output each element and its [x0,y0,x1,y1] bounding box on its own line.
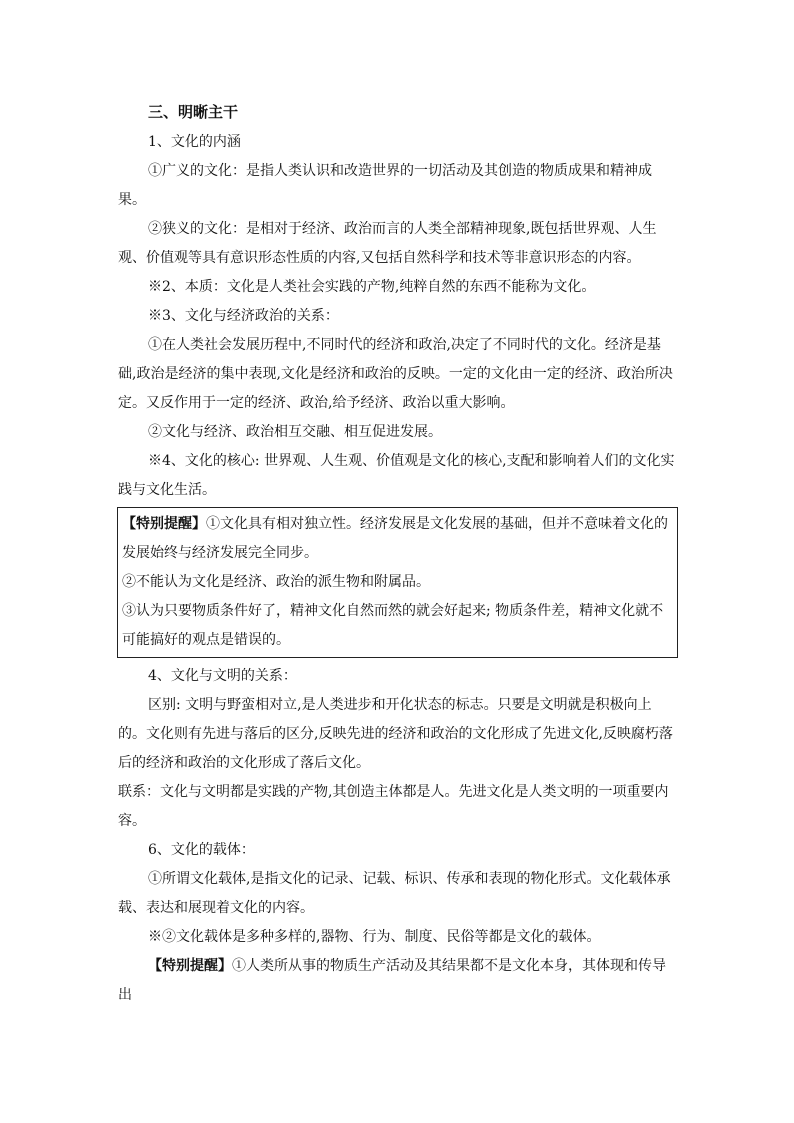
reminder-line-3: ③认为只要物质条件好了，精神文化自然而然的就会好起来; 物质条件差，精神文化就不可能搞好的观点是错误的。 [122,603,664,648]
reminder-line-1 [122,510,677,568]
reminder-line-2: ②不能认为文化是经济、政治的派生物和附属品。 [122,574,430,590]
paragraph-narrow-culture: ②狭义的文化：是相对于经济、政治而言的人类全部精神现象,既包括世界观、人生观、价值观等具有意识形态性质的内容,又包括自然科学和技术等非意识形态的内容。 [118,221,657,266]
paragraph-culture-core: ※4、文化的核心: 世界观、人生观、价值观是文化的核心,支配和影响着人们的文化实践与文化生活。 [118,453,675,498]
paragraph-relation-1: ①在人类社会发展历程中,不同时代的经济和政治,决定了不同时代的文化。经济是基础,政治是经济的集中表现,文化是经济和政治的反映。一定的文化由一定的经济、政治所决定。又反作用于一定的经济、政治,给予经济、政治以重大影响。 [118,337,673,411]
paragraph-connection: 联系：文化与文明都是实践的产物,其创造主体都是人。先进文化是人类文明的一项重要内容。 [118,784,669,829]
paragraph-carrier-2: ※②文化载体是多种多样的,器物、行为、制度、民俗等都是文化的载体。 [148,929,601,945]
reminder-text-1: ①文化具有相对独立性。经济发展是文化发展的基础，但并不意味着文化的发展始终与经济发展完全同步。 [122,516,668,561]
heading-culture-connotation: 1、文化的内涵 [148,134,241,150]
reminder-2-text: ①人类所从事的物质生产活动及其结果都不是文化本身，其体现和传导出 [118,958,666,1003]
section-title: 三、明晰主干 [148,103,239,121]
heading-culture-economy-politics: ※3、文化与经济政治的关系： [148,308,339,324]
reminder-tag-2: 【特别提醒】 [148,958,232,974]
paragraph-difference: 区别: 文明与野蛮相对立,是人类进步和开化状态的标志。只要是文明就是积极向上的。文化则有先进与落后的区分,反映先进的经济和政治的文化形成了先进文化,反映腐朽落后的经济和政治的文化形成了落后文化。 [118,697,673,771]
heading-culture-carrier: 6、文化的载体： [148,842,255,858]
paragraph-reminder-2 [118,952,678,1010]
paragraph-carrier-1: ①所谓文化载体,是指文化的记录、记载、标识、传承和表现的物化形式。文化载体承载、表达和展现着文化的内容。 [118,871,671,916]
heading-culture-civilization: 4、文化与文明的关系： [148,668,297,684]
reminder-tag: 【特别提醒】 [122,516,206,532]
document-body [118,96,678,1010]
paragraph-relation-2: ②文化与经济、政治相互交融、相互促进发展。 [148,424,442,440]
paragraph-essence: ※2、本质：文化是人类社会实践的产物,纯粹自然的东西不能称为文化。 [148,279,596,295]
special-reminder-box [117,507,678,658]
paragraph-broad-culture: ①广义的文化：是指人类认识和改造世界的一切活动及其创造的物质成果和精神成果。 [118,163,652,208]
